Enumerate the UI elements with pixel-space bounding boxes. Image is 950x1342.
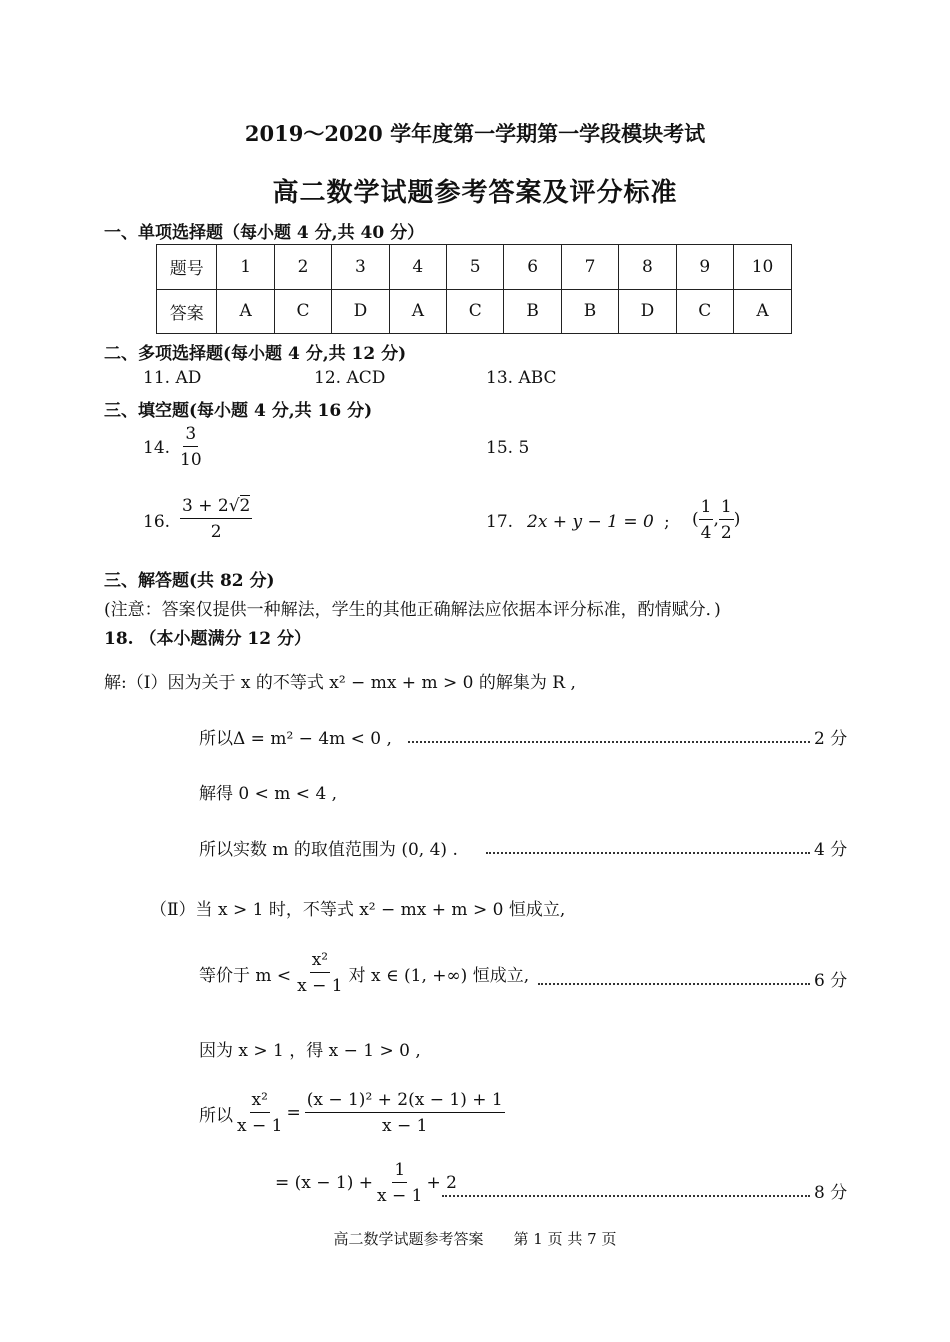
table-cell: 2 — [274, 245, 331, 290]
table-cell: D — [332, 289, 389, 334]
table-cell: C — [274, 289, 331, 334]
fraction: $\frac{1}{2}$ — [720, 497, 732, 543]
section2-heading: 二、多项选择题(每小题 4 分,共 12 分) — [104, 344, 407, 364]
solution-line-2: 所以Δ = m² − 4m < 0 , — [199, 729, 392, 749]
q16-answer — [180, 496, 252, 542]
table-cell: B — [561, 289, 618, 334]
q16-label: 16. — [143, 512, 171, 532]
table-cell: C — [447, 289, 504, 334]
row-label-number: 题号 — [157, 245, 217, 290]
q14-label: 14. — [143, 438, 171, 458]
q17-separator: ; — [664, 512, 670, 532]
dotted-leader — [538, 983, 810, 985]
table-row-numbers — [157, 245, 792, 290]
fraction: $\frac{\text{(x − 1)² + 2(x − 1) + 1}}{x - 1}$ — [306, 1090, 503, 1136]
grading-note: (注意：答案仅提供一种解法，学生的其他正确解法应依据本评分标准，酌情赋分．) — [104, 600, 721, 620]
table-cell: A — [217, 289, 274, 334]
table-cell: 4 — [389, 245, 446, 290]
table-cell: 8 — [619, 245, 676, 290]
score-4: 4 分 — [814, 840, 848, 860]
table-cell: 9 — [676, 245, 733, 290]
dotted-leader — [408, 741, 810, 743]
q17-equation: 2x + y − 1 = 0 — [527, 512, 654, 532]
section3-heading: 三、填空题(每小题 4 分,共 16 分) — [104, 401, 373, 421]
table-cell: 5 — [447, 245, 504, 290]
table-cell: 3 — [332, 245, 389, 290]
exam-title: 2019～2020 学年度第一学期第一学段模块考试 — [244, 121, 706, 146]
table-cell: 1 — [217, 245, 274, 290]
fraction: $\frac{1}{4}$ — [700, 497, 712, 543]
solution-line-6: 等价于 m < $\frac{\text{x²}}{x - 1}$ 对 x ∈ (1, +∞) 恒成立, — [199, 950, 530, 996]
answer-table — [156, 244, 792, 334]
solution-line-8: 所以 $\frac{\text{x²}}{x - 1}$ = $\frac{\text{(x − 1)² + 2(x − 1) + 1}}{x - 1}$ — [199, 1090, 503, 1136]
table-cell: C — [676, 289, 733, 334]
fraction: $\frac{3}{10}$ — [180, 424, 202, 470]
solution-line-4: 所以实数 m 的取值范围为 (0, 4) . — [199, 840, 458, 860]
row-label-answer: 答案 — [157, 289, 217, 334]
table-cell: 10 — [734, 245, 792, 290]
table-cell: A — [734, 289, 792, 334]
sqrt-icon: √ — [228, 496, 240, 516]
table-cell: B — [504, 289, 561, 334]
fraction: $\frac{\text{x²}}{x - 1}$ — [297, 950, 343, 996]
table-cell: 6 — [504, 245, 561, 290]
solution-line-1: 解:（Ⅰ）因为关于 x 的不等式 x² − mx + m > 0 的解集为 R , — [104, 673, 576, 693]
table-cell: 7 — [561, 245, 618, 290]
answer-12: 12. ACD — [314, 368, 386, 388]
score-2: 2 分 — [814, 729, 848, 749]
answer-11: 11. AD — [143, 368, 202, 388]
q17-label: 17. — [486, 512, 514, 532]
score-8: 8 分 — [814, 1183, 848, 1203]
solution-line-9: = (x − 1) + $\frac{1}{x - 1}$ + 2 — [275, 1160, 457, 1206]
solution-line-3: 解得 0 < m < 4 , — [199, 784, 338, 804]
solution-line-5: （Ⅱ）当 x > 1 时，不等式 x² − mx + m > 0 恒成立, — [150, 900, 566, 920]
table-cell: D — [619, 289, 676, 334]
fraction: $\frac{1}{x - 1}$ — [377, 1160, 423, 1206]
answer-13: 13. ABC — [486, 368, 557, 388]
score-6: 6 分 — [814, 971, 848, 991]
dotted-leader — [486, 852, 810, 854]
section1-heading: 一、单项选择题（每小题 4 分,共 40 分） — [104, 223, 425, 243]
answer-key-title: 高二数学试题参考答案及评分标准 — [272, 178, 678, 208]
table-row-answers — [157, 289, 792, 334]
solution-line-7: 因为 x > 1 ，得 x − 1 > 0 , — [199, 1041, 421, 1061]
q14-answer — [180, 424, 202, 470]
page-footer: 高二数学试题参考答案 第 1 页 共 7 页 — [333, 1230, 617, 1248]
answer-15: 15. 5 — [486, 438, 530, 458]
table-cell: A — [389, 289, 446, 334]
section4-heading: 三、解答题(共 82 分) — [104, 571, 275, 591]
q18-heading: 18. （本小题满分 12 分） — [104, 629, 311, 649]
q17-point: ( $\frac{1}{4}$ , $\frac{1}{2}$ ) — [692, 497, 741, 543]
fraction: $\frac{\text{x²}}{x - 1}$ — [237, 1090, 283, 1136]
fraction: $\frac{3 + 2√2}{2}$ — [182, 496, 251, 542]
dotted-leader — [442, 1195, 810, 1197]
